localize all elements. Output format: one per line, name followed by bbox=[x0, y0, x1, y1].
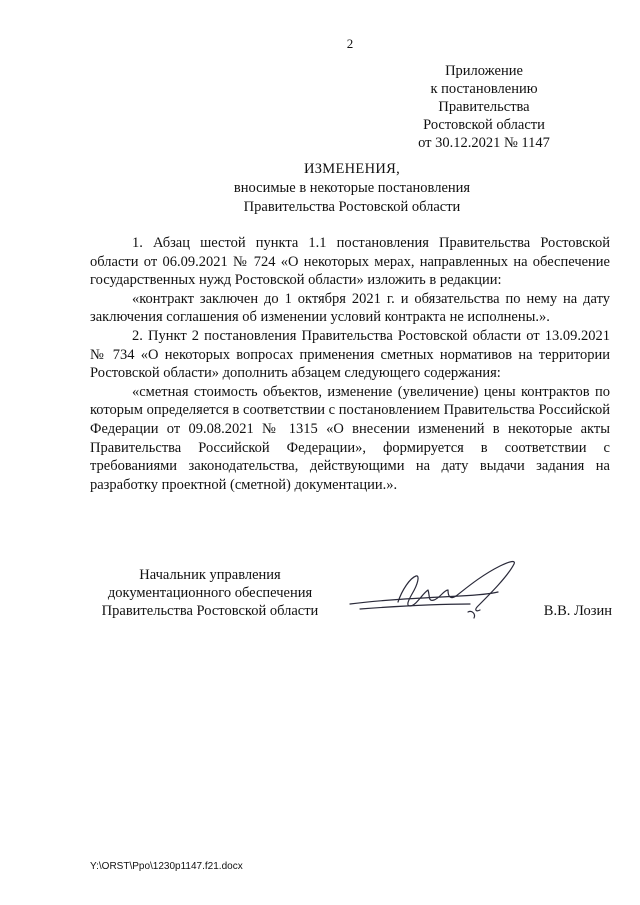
title-line: вносимые в некоторые постановления bbox=[233, 180, 471, 196]
appendix-line: Ростовской области bbox=[423, 117, 545, 133]
body-paragraph: «сметная стоимость объектов, изменение (увеличение) цены контрактов по которым определяется в соответствии с постановлением Правительства Российской Федерации от 09.08.2021 № 1315 «О внесении изменений в некоторые акты Правительства Российской Федерации», формируется в соответствии с требованиями законодательства, действующими на дату выдачи задания на разработку проектной (сметной) документации.». bbox=[90, 383, 610, 493]
body-paragraph: «контракт заключен до 1 октября 2021 г. и обязательства по нему на дату заключения соглашения об изменении условий контракта не исполнены.». bbox=[90, 290, 610, 326]
page-number: 2 bbox=[346, 36, 354, 51]
title-line: Правительства Ростовской области bbox=[243, 199, 461, 215]
signature-strokes bbox=[350, 562, 514, 618]
position-line: документационного обеспечения bbox=[107, 585, 313, 601]
position-line: Начальник управления bbox=[139, 567, 281, 583]
appendix-line: к постановлению bbox=[430, 81, 538, 97]
document-body bbox=[90, 234, 610, 494]
body-paragraph: 1. Абзац шестой пункта 1.1 постановления Правительства Ростовской области от 06.09.2021 № 724 «О некоторых мерах, направленных на обеспечение государственных нужд Ростовской области» изложить в редакции: bbox=[90, 235, 610, 289]
signatory-position bbox=[90, 566, 330, 620]
appendix-line: Приложение bbox=[445, 63, 523, 79]
position-line: Правительства Ростовской области bbox=[101, 603, 319, 619]
signatory-name: В.В. Лозин bbox=[543, 603, 612, 619]
appendix-line: от 30.12.2021 № 1147 bbox=[418, 135, 550, 151]
document-title bbox=[90, 160, 614, 217]
appendix-block bbox=[384, 62, 584, 152]
body-paragraph: 2. Пункт 2 постановления Правительства Ростовской области от 13.09.2021 № 734 «О некоторых вопросах применения сметных нормативов на территории Ростовской области» дополнить абзацем следующего содержания: bbox=[90, 327, 610, 382]
file-path-footer: Y:\ORST\Ppo\1230p1147.f21.docx bbox=[90, 861, 243, 872]
handwritten-signature bbox=[340, 554, 550, 632]
appendix-line: Правительства bbox=[438, 99, 530, 115]
title-heading: ИЗМЕНЕНИЯ, bbox=[303, 161, 401, 177]
